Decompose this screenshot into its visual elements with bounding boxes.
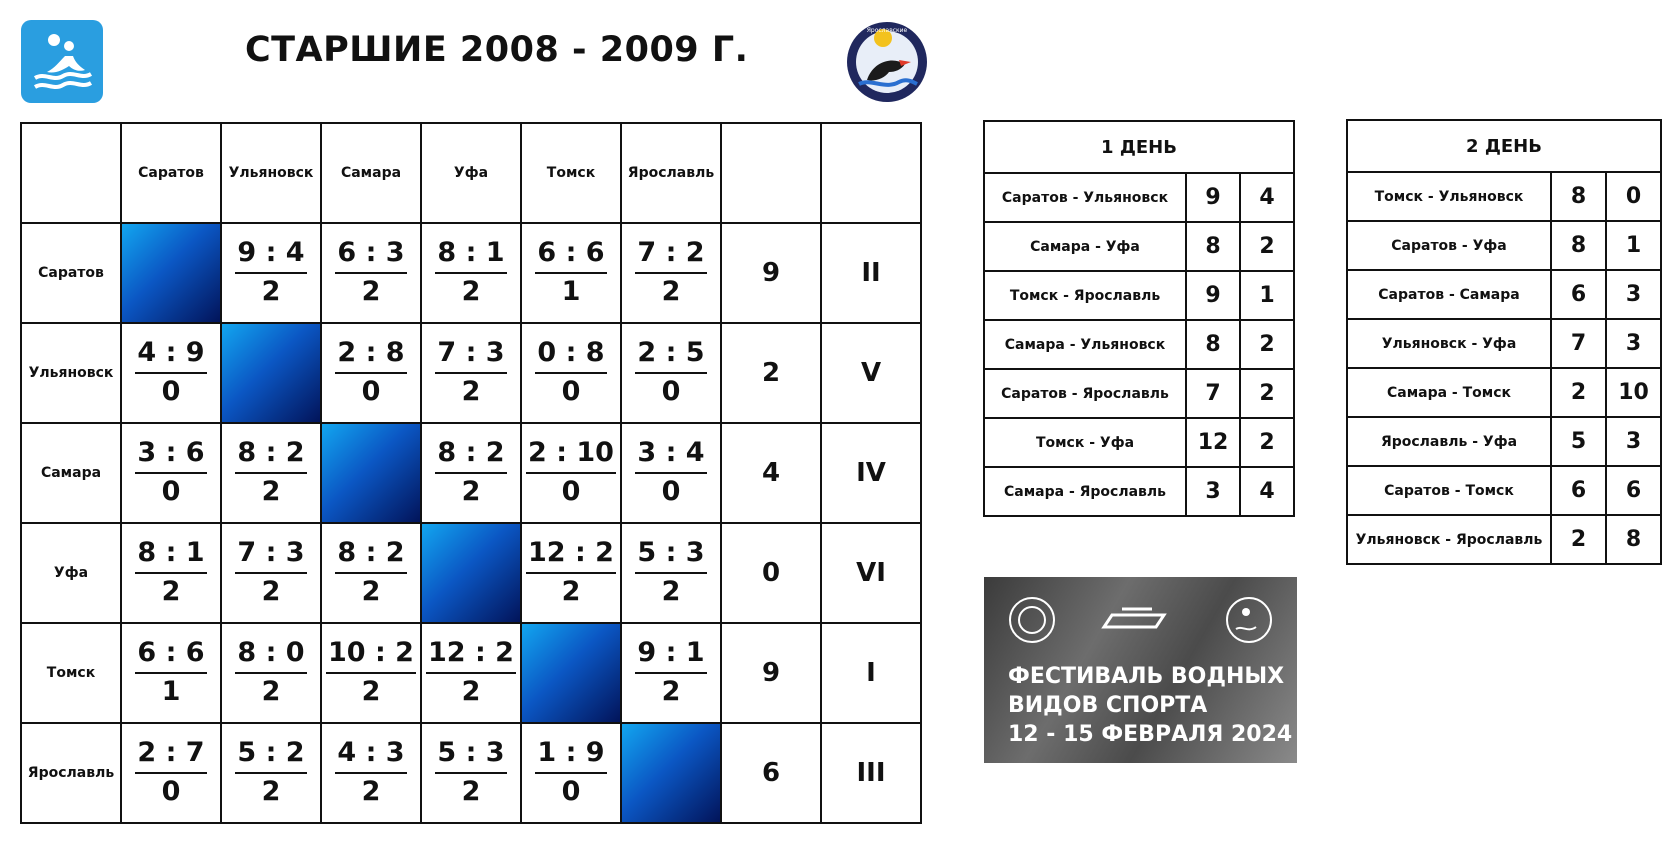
match-score: 9 : 1 bbox=[635, 636, 706, 674]
game-row bbox=[984, 320, 1294, 369]
total-points-cell: 0 bbox=[721, 523, 821, 623]
game-teams: Саратов - Томск bbox=[1347, 466, 1551, 515]
match-result bbox=[635, 636, 706, 710]
match-result bbox=[135, 336, 206, 410]
place-cell: V bbox=[821, 323, 921, 423]
matrix-result-cell bbox=[121, 623, 221, 723]
match-points: 2 bbox=[661, 276, 681, 307]
place-cell: I bbox=[821, 623, 921, 723]
away-score: 10 bbox=[1606, 368, 1661, 417]
match-score: 8 : 2 bbox=[435, 436, 506, 474]
match-score: 4 : 3 bbox=[335, 736, 406, 774]
match-result bbox=[135, 636, 206, 710]
matrix-diagonal-cell bbox=[521, 623, 621, 723]
game-teams: Саратов - Ярославль bbox=[984, 369, 1186, 418]
match-points: 0 bbox=[661, 476, 681, 507]
sport-center-logo-icon bbox=[1104, 609, 1164, 627]
match-points: 2 bbox=[361, 576, 381, 607]
matrix-row-team: Ярославль bbox=[21, 723, 121, 823]
matrix-result-cell bbox=[621, 323, 721, 423]
match-points: 2 bbox=[461, 676, 481, 707]
match-score: 7 : 3 bbox=[235, 536, 306, 574]
place-cell: II bbox=[821, 223, 921, 323]
total-points-cell: 4 bbox=[721, 423, 821, 523]
matrix-result-cell bbox=[121, 523, 221, 623]
away-score: 2 bbox=[1240, 369, 1294, 418]
home-score: 8 bbox=[1551, 172, 1606, 221]
match-score: 5 : 2 bbox=[235, 736, 306, 774]
match-result bbox=[526, 436, 616, 510]
match-result bbox=[135, 736, 206, 810]
match-points: 2 bbox=[261, 476, 281, 507]
match-score: 2 : 5 bbox=[635, 336, 706, 374]
match-result bbox=[135, 436, 206, 510]
game-teams: Томск - Ульяновск bbox=[1347, 172, 1551, 221]
match-points: 2 bbox=[261, 776, 281, 807]
match-result bbox=[535, 236, 606, 310]
match-score: 12 : 2 bbox=[426, 636, 516, 674]
game-row bbox=[1347, 319, 1661, 368]
match-result bbox=[435, 436, 506, 510]
matrix-column-header: Саратов bbox=[121, 123, 221, 223]
matrix-column-header: Ульяновск bbox=[221, 123, 321, 223]
game-row bbox=[1347, 270, 1661, 319]
match-points: 2 bbox=[661, 576, 681, 607]
matrix-row-team: Уфа bbox=[21, 523, 121, 623]
matrix-result-cell bbox=[221, 723, 321, 823]
away-score: 6 bbox=[1606, 466, 1661, 515]
away-score: 3 bbox=[1606, 319, 1661, 368]
match-result bbox=[235, 436, 306, 510]
match-points: 2 bbox=[461, 376, 481, 407]
club-logo bbox=[845, 20, 929, 104]
match-result bbox=[235, 536, 306, 610]
matrix-column-header: Ярославль bbox=[621, 123, 721, 223]
match-score: 3 : 4 bbox=[635, 436, 706, 474]
total-points-cell: 9 bbox=[721, 223, 821, 323]
water-polo-app-logo bbox=[21, 20, 103, 103]
game-teams: Томск - Ярославль bbox=[984, 271, 1186, 320]
home-score: 12 bbox=[1186, 418, 1240, 467]
home-score: 9 bbox=[1186, 271, 1240, 320]
matrix-points-header bbox=[721, 123, 821, 223]
matrix-diagonal-cell bbox=[221, 323, 321, 423]
home-score: 5 bbox=[1551, 417, 1606, 466]
match-score: 6 : 6 bbox=[135, 636, 206, 674]
match-score: 2 : 8 bbox=[335, 336, 406, 374]
match-points: 0 bbox=[561, 376, 581, 407]
place-cell: III bbox=[821, 723, 921, 823]
away-score: 1 bbox=[1606, 221, 1661, 270]
matrix-result-cell bbox=[221, 223, 321, 323]
results-matrix bbox=[20, 122, 922, 824]
svg-text:Ярославские: Ярославские bbox=[866, 27, 908, 34]
match-result bbox=[635, 436, 706, 510]
game-teams: Самара - Ульяновск bbox=[984, 320, 1186, 369]
banner-line-3: 12 - 15 ФЕВРАЛЯ 2024 bbox=[1008, 722, 1293, 747]
page-title: СТАРШИЕ 2008 - 2009 Г. bbox=[245, 30, 749, 70]
day1-results-table bbox=[983, 120, 1295, 517]
match-result bbox=[535, 336, 606, 410]
home-score: 8 bbox=[1186, 320, 1240, 369]
match-points: 2 bbox=[161, 576, 181, 607]
matrix-row bbox=[21, 723, 921, 823]
away-score: 4 bbox=[1240, 467, 1294, 516]
match-points: 2 bbox=[461, 476, 481, 507]
away-score: 1 bbox=[1240, 271, 1294, 320]
match-points: 0 bbox=[161, 376, 181, 407]
game-teams: Самара - Уфа bbox=[984, 222, 1186, 271]
matrix-result-cell bbox=[121, 423, 221, 523]
home-score: 8 bbox=[1186, 222, 1240, 271]
match-points: 0 bbox=[161, 776, 181, 807]
place-cell: IV bbox=[821, 423, 921, 523]
matrix-result-cell bbox=[321, 623, 421, 723]
match-result bbox=[435, 236, 506, 310]
match-points: 0 bbox=[661, 376, 681, 407]
game-teams: Самара - Томск bbox=[1347, 368, 1551, 417]
match-score: 5 : 3 bbox=[635, 536, 706, 574]
matrix-result-cell bbox=[321, 223, 421, 323]
match-result bbox=[235, 736, 306, 810]
away-score: 2 bbox=[1240, 320, 1294, 369]
day2-title: 2 ДЕНЬ bbox=[1347, 120, 1661, 172]
game-teams: Саратов - Уфа bbox=[1347, 221, 1551, 270]
total-points-cell: 9 bbox=[721, 623, 821, 723]
matrix-row bbox=[21, 623, 921, 723]
match-result bbox=[426, 636, 516, 710]
game-teams: Ульяновск - Ярославль bbox=[1347, 515, 1551, 564]
away-score: 2 bbox=[1240, 418, 1294, 467]
match-score: 8 : 2 bbox=[235, 436, 306, 474]
matrix-result-cell bbox=[521, 523, 621, 623]
matrix-row bbox=[21, 423, 921, 523]
home-score: 7 bbox=[1551, 319, 1606, 368]
match-score: 7 : 2 bbox=[635, 236, 706, 274]
game-row bbox=[984, 467, 1294, 516]
matrix-result-cell bbox=[521, 723, 621, 823]
match-result bbox=[335, 536, 406, 610]
total-points-cell: 6 bbox=[721, 723, 821, 823]
game-row bbox=[1347, 417, 1661, 466]
home-score: 2 bbox=[1551, 515, 1606, 564]
match-result bbox=[335, 336, 406, 410]
match-score: 2 : 10 bbox=[526, 436, 616, 474]
match-points: 2 bbox=[661, 676, 681, 707]
matrix-result-cell bbox=[321, 323, 421, 423]
away-score: 2 bbox=[1240, 222, 1294, 271]
home-score: 6 bbox=[1551, 270, 1606, 319]
game-row bbox=[984, 271, 1294, 320]
matrix-result-cell bbox=[321, 523, 421, 623]
matrix-result-cell bbox=[421, 223, 521, 323]
game-teams: Саратов - Ульяновск bbox=[984, 173, 1186, 222]
game-row bbox=[984, 173, 1294, 222]
game-teams: Самара - Ярославль bbox=[984, 467, 1186, 516]
day1-title: 1 ДЕНЬ bbox=[984, 121, 1294, 173]
water-sports-festival-icon bbox=[1227, 598, 1271, 642]
matrix-result-cell bbox=[421, 723, 521, 823]
matrix-place-header bbox=[821, 123, 921, 223]
matrix-result-cell bbox=[221, 523, 321, 623]
matrix-result-cell bbox=[221, 423, 321, 523]
matrix-column-header: Уфа bbox=[421, 123, 521, 223]
matrix-result-cell bbox=[421, 423, 521, 523]
match-points: 0 bbox=[561, 776, 581, 807]
matrix-column-header: Самара bbox=[321, 123, 421, 223]
match-result bbox=[435, 736, 506, 810]
match-score: 7 : 3 bbox=[435, 336, 506, 374]
matrix-row bbox=[21, 523, 921, 623]
match-score: 9 : 4 bbox=[235, 236, 306, 274]
matrix-result-cell bbox=[621, 223, 721, 323]
home-score: 3 bbox=[1186, 467, 1240, 516]
total-points-cell: 2 bbox=[721, 323, 821, 423]
match-result bbox=[326, 636, 416, 710]
match-result bbox=[635, 236, 706, 310]
matrix-result-cell bbox=[221, 623, 321, 723]
match-result bbox=[435, 336, 506, 410]
match-points: 2 bbox=[261, 676, 281, 707]
match-points: 2 bbox=[561, 576, 581, 607]
match-score: 8 : 1 bbox=[435, 236, 506, 274]
home-score: 8 bbox=[1551, 221, 1606, 270]
matrix-result-cell bbox=[121, 723, 221, 823]
matrix-result-cell bbox=[521, 423, 621, 523]
match-points: 2 bbox=[461, 776, 481, 807]
matrix-result-cell bbox=[121, 323, 221, 423]
match-result bbox=[635, 336, 706, 410]
match-score: 6 : 6 bbox=[535, 236, 606, 274]
matrix-result-cell bbox=[621, 423, 721, 523]
matrix-row bbox=[21, 323, 921, 423]
match-score: 8 : 0 bbox=[235, 636, 306, 674]
matrix-column-header: Томск bbox=[521, 123, 621, 223]
match-score: 12 : 2 bbox=[526, 536, 616, 574]
home-score: 9 bbox=[1186, 173, 1240, 222]
banner-line-2: ВИДОВ СПОРТА bbox=[1008, 693, 1208, 718]
match-score: 5 : 3 bbox=[435, 736, 506, 774]
match-score: 2 : 7 bbox=[135, 736, 206, 774]
matrix-result-cell bbox=[521, 223, 621, 323]
game-teams: Томск - Уфа bbox=[984, 418, 1186, 467]
match-points: 1 bbox=[561, 276, 581, 307]
matrix-result-cell bbox=[421, 323, 521, 423]
match-result bbox=[335, 736, 406, 810]
match-points: 0 bbox=[161, 476, 181, 507]
match-score: 1 : 9 bbox=[535, 736, 606, 774]
home-score: 6 bbox=[1551, 466, 1606, 515]
away-score: 0 bbox=[1606, 172, 1661, 221]
match-result bbox=[526, 536, 616, 610]
bashkortostan-emblem-icon bbox=[1010, 598, 1054, 642]
matrix-result-cell bbox=[321, 723, 421, 823]
matrix-diagonal-cell bbox=[121, 223, 221, 323]
matrix-row-team: Саратов bbox=[21, 223, 121, 323]
match-points: 2 bbox=[361, 276, 381, 307]
game-teams: Саратов - Самара bbox=[1347, 270, 1551, 319]
match-score: 8 : 1 bbox=[135, 536, 206, 574]
matrix-corner-cell bbox=[21, 123, 121, 223]
water-polo-player-icon bbox=[21, 20, 103, 103]
match-points: 0 bbox=[361, 376, 381, 407]
matrix-diagonal-cell bbox=[621, 723, 721, 823]
match-score: 4 : 9 bbox=[135, 336, 206, 374]
match-score: 0 : 8 bbox=[535, 336, 606, 374]
match-result bbox=[235, 636, 306, 710]
match-score: 3 : 6 bbox=[135, 436, 206, 474]
matrix-row-team: Томск bbox=[21, 623, 121, 723]
match-score: 6 : 3 bbox=[335, 236, 406, 274]
match-points: 2 bbox=[461, 276, 481, 307]
match-result bbox=[335, 236, 406, 310]
away-score: 8 bbox=[1606, 515, 1661, 564]
matrix-row-team: Самара bbox=[21, 423, 121, 523]
match-score: 8 : 2 bbox=[335, 536, 406, 574]
match-points: 2 bbox=[361, 776, 381, 807]
match-score: 10 : 2 bbox=[326, 636, 416, 674]
matrix-result-cell bbox=[521, 323, 621, 423]
game-row bbox=[1347, 172, 1661, 221]
matrix-row bbox=[21, 223, 921, 323]
match-points: 2 bbox=[361, 676, 381, 707]
away-score: 3 bbox=[1606, 417, 1661, 466]
match-result bbox=[535, 736, 606, 810]
game-row bbox=[984, 418, 1294, 467]
game-row bbox=[984, 222, 1294, 271]
place-cell: VI bbox=[821, 523, 921, 623]
matrix-diagonal-cell bbox=[421, 523, 521, 623]
away-score: 3 bbox=[1606, 270, 1661, 319]
day2-results-table bbox=[1346, 119, 1662, 565]
game-row bbox=[984, 369, 1294, 418]
matrix-diagonal-cell bbox=[321, 423, 421, 523]
game-row bbox=[1347, 466, 1661, 515]
match-result bbox=[635, 536, 706, 610]
away-score: 4 bbox=[1240, 173, 1294, 222]
matrix-result-cell bbox=[421, 623, 521, 723]
home-score: 7 bbox=[1186, 369, 1240, 418]
match-points: 2 bbox=[261, 276, 281, 307]
festival-banner bbox=[984, 577, 1297, 763]
match-result bbox=[135, 536, 206, 610]
game-row bbox=[1347, 515, 1661, 564]
matrix-result-cell bbox=[621, 523, 721, 623]
match-points: 2 bbox=[261, 576, 281, 607]
game-teams: Ульяновск - Уфа bbox=[1347, 319, 1551, 368]
matrix-row-team: Ульяновск bbox=[21, 323, 121, 423]
game-row bbox=[1347, 368, 1661, 417]
banner-line-1: ФЕСТИВАЛЬ ВОДНЫХ bbox=[1008, 664, 1285, 689]
matrix-result-cell bbox=[621, 623, 721, 723]
home-score: 2 bbox=[1551, 368, 1606, 417]
game-teams: Ярославль - Уфа bbox=[1347, 417, 1551, 466]
match-result bbox=[235, 236, 306, 310]
match-points: 1 bbox=[161, 676, 181, 707]
matrix-header-row bbox=[21, 123, 921, 223]
game-row bbox=[1347, 221, 1661, 270]
match-points: 0 bbox=[561, 476, 581, 507]
